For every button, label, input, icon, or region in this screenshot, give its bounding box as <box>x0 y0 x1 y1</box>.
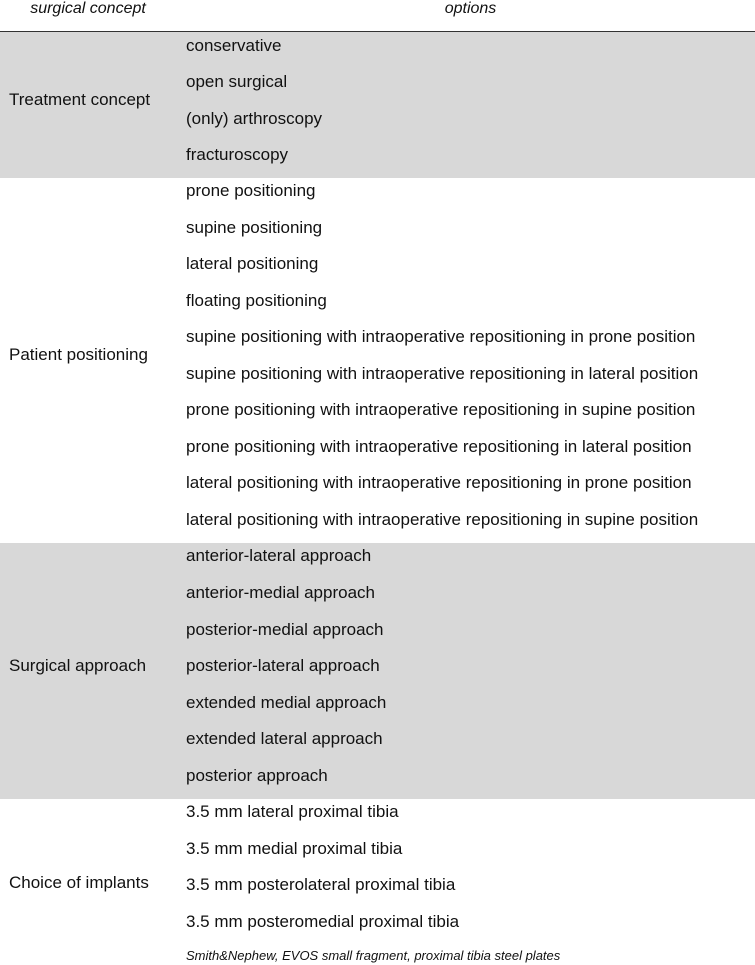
option-item: anterior-medial approach <box>186 583 375 602</box>
option-item: posterior approach <box>186 766 328 785</box>
option-item: posterior-medial approach <box>186 620 384 639</box>
row-treatment-concept <box>0 32 755 178</box>
option-item: prone positioning with intraoperative repositioning in lateral position <box>186 437 692 456</box>
row-surgical-approach <box>0 543 755 799</box>
option-item: fracturoscopy <box>186 145 289 164</box>
header-surgical-concept: surgical concept <box>30 0 146 17</box>
option-item: 3.5 mm posterolateral proximal tibia <box>186 875 456 894</box>
option-item: 3.5 mm posteromedial proximal tibia <box>186 912 460 931</box>
option-item: prone positioning with intraoperative repositioning in supine position <box>186 400 696 419</box>
option-item: posterior-lateral approach <box>186 656 380 675</box>
option-item: extended medial approach <box>186 693 387 712</box>
option-item: 3.5 mm medial proximal tibia <box>186 839 403 858</box>
option-item: prone positioning <box>186 181 316 200</box>
concept-label: Patient positioning <box>9 345 148 364</box>
option-item: lateral positioning <box>186 254 319 273</box>
option-item: lateral positioning with intraoperative repositioning in prone position <box>186 473 692 492</box>
option-item: extended lateral approach <box>186 729 383 748</box>
concept-label: Surgical approach <box>9 656 147 675</box>
option-item: open surgical <box>186 72 288 91</box>
option-item: supine positioning with intraoperative repositioning in lateral position <box>186 364 699 383</box>
option-item: (only) arthroscopy <box>186 109 323 128</box>
option-item: floating positioning <box>186 291 327 310</box>
table-header <box>0 0 755 32</box>
option-item: supine positioning with intraoperative repositioning in prone position <box>186 327 696 346</box>
concept-label: Choice of implants <box>9 873 149 892</box>
row-patient-positioning <box>0 178 755 543</box>
option-item: supine positioning <box>186 218 323 237</box>
concept-label: Treatment concept <box>9 90 151 109</box>
option-item: lateral positioning with intraoperative repositioning in supine position <box>186 510 699 529</box>
option-item: conservative <box>186 36 282 55</box>
implant-note: Smith&Nephew, EVOS small fragment, proximal tibia steel plates <box>186 948 561 963</box>
option-item: anterior-lateral approach <box>186 546 372 565</box>
header-options: options <box>444 0 497 17</box>
row-choice-of-implants <box>0 799 755 965</box>
option-item: 3.5 mm lateral proximal tibia <box>186 802 399 821</box>
